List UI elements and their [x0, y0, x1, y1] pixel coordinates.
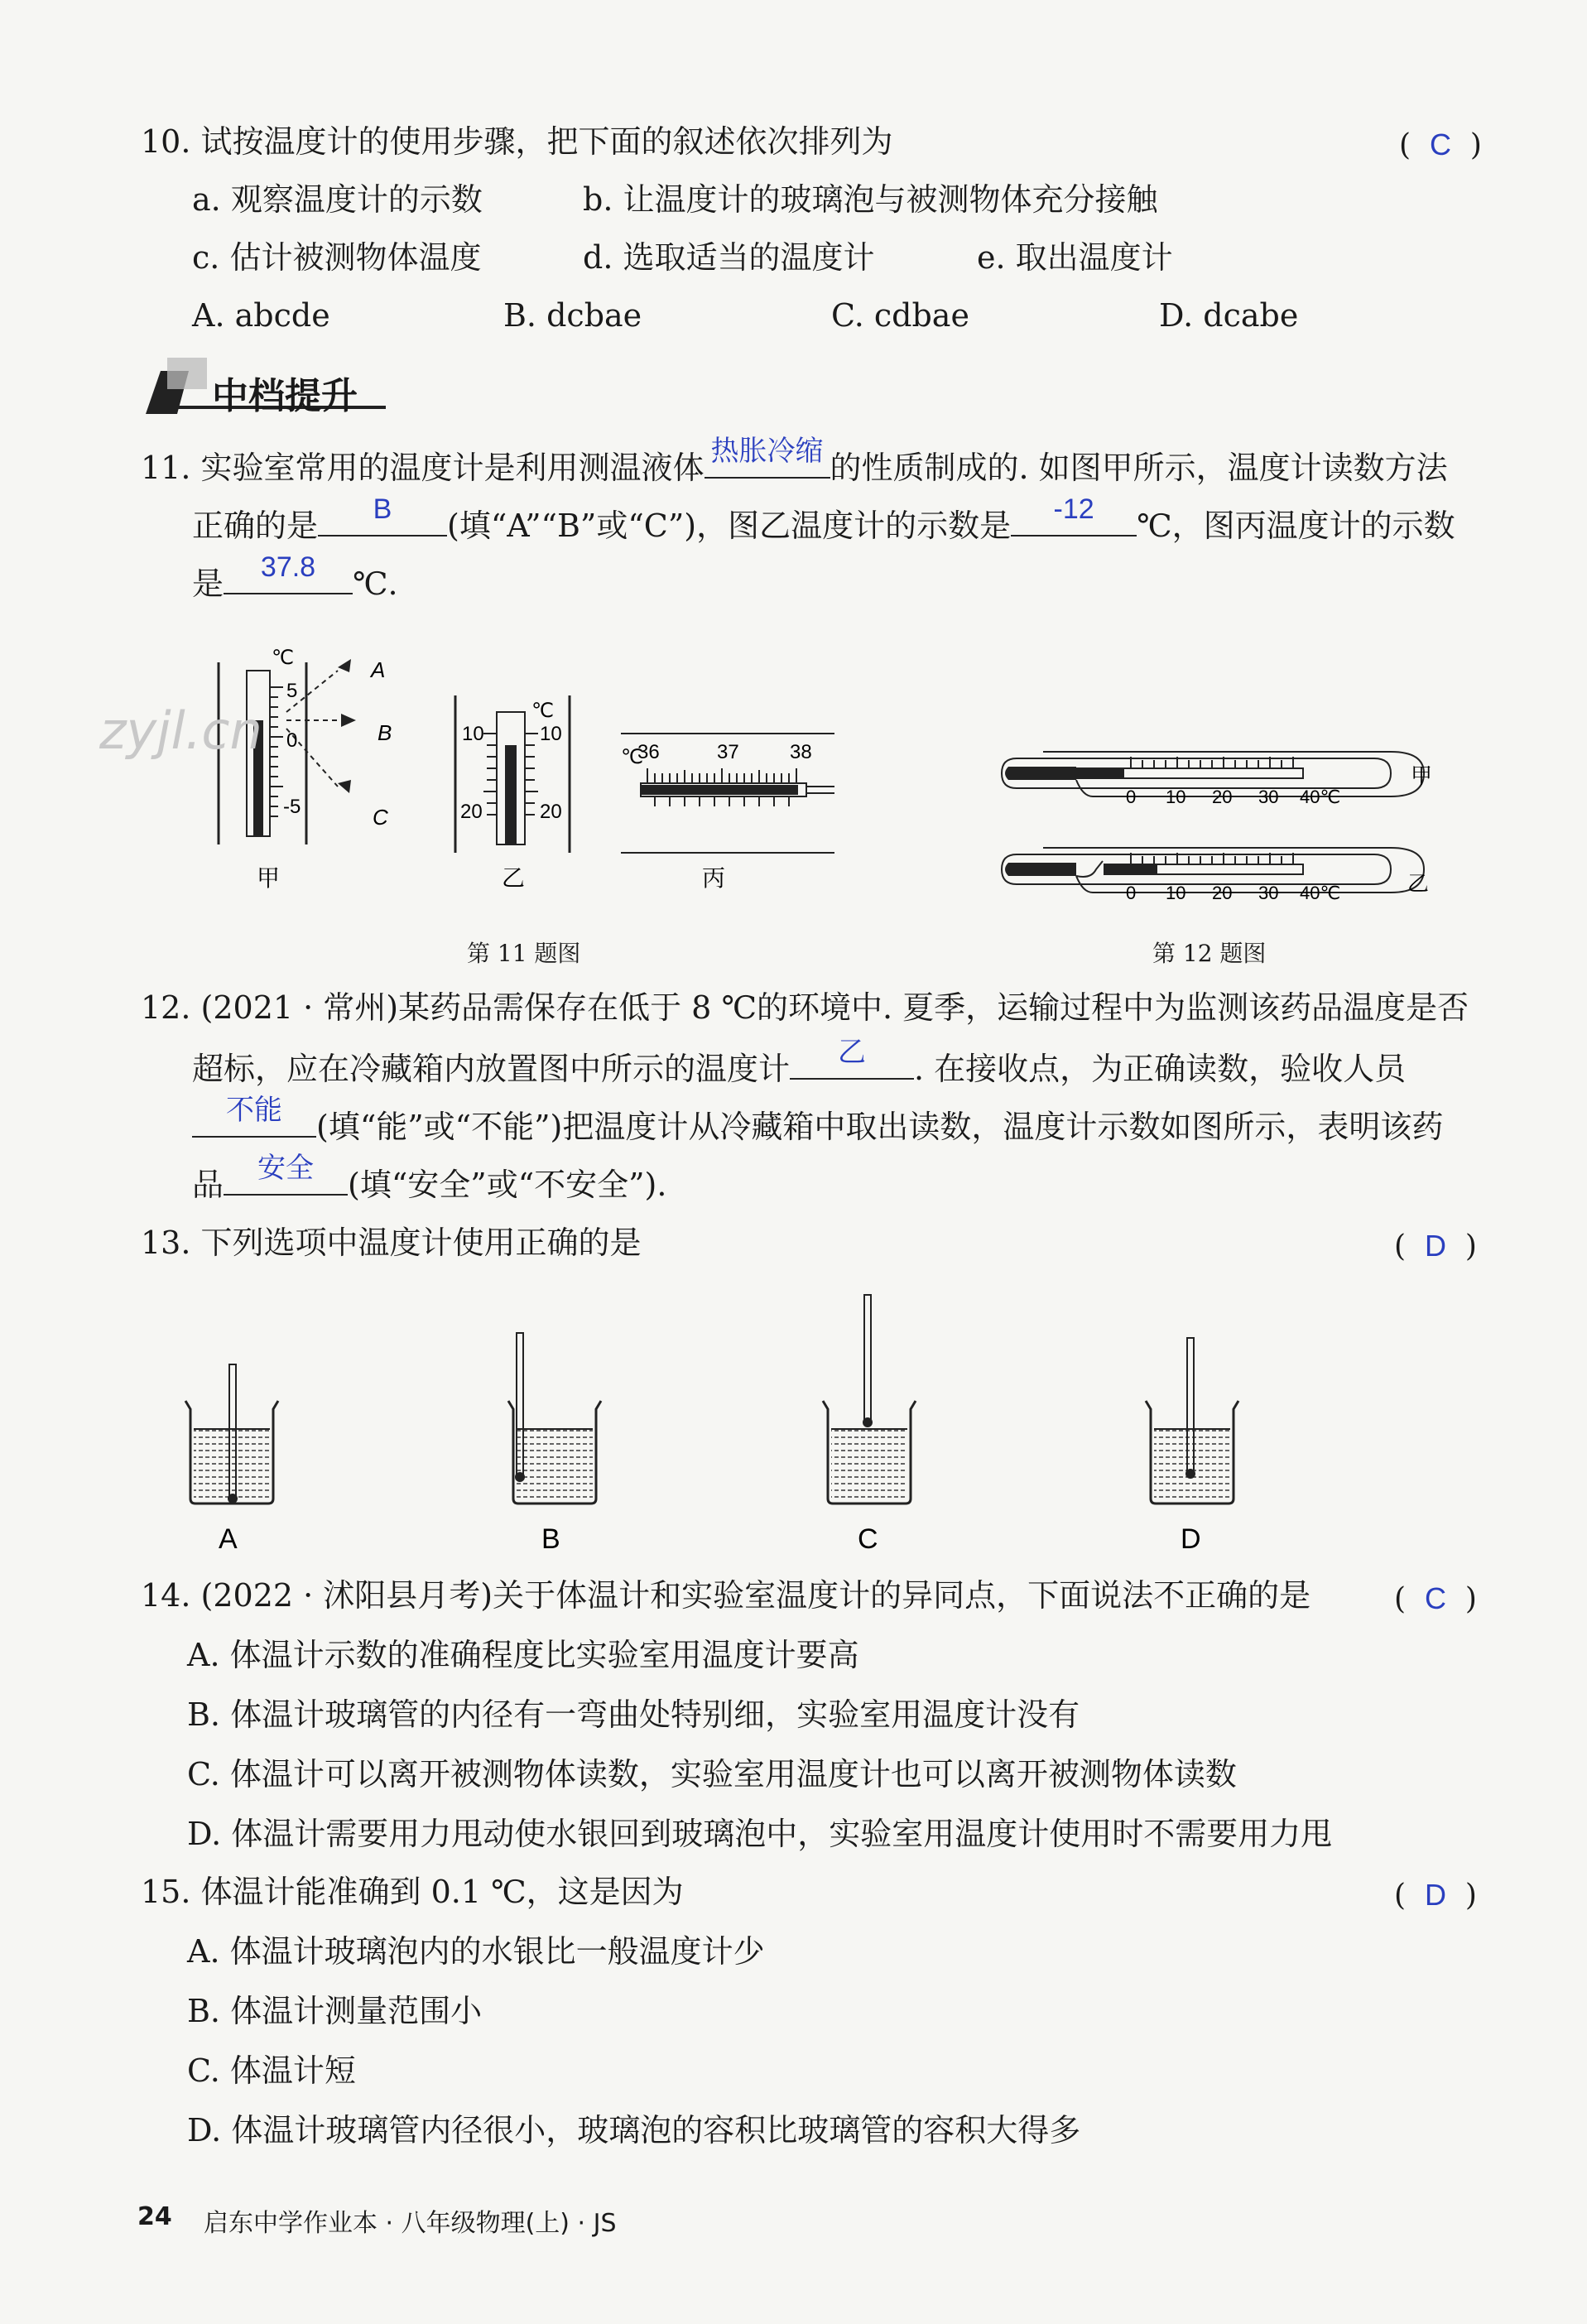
fig11-bing-tick-37: 37: [717, 741, 739, 763]
fig11-yi-tick-10-left: 10: [462, 723, 484, 745]
q11-line3-a: 是: [192, 565, 224, 602]
fig12-yi-tick-20: 20: [1212, 883, 1233, 902]
q10-stem: 10. 试按温度计的使用步骤，把下面的叙述依次排列为: [141, 123, 893, 160]
q10-answer: C: [1429, 128, 1451, 161]
q11-blank2-answer: B: [373, 493, 392, 525]
q11-line2: [192, 493, 1455, 544]
fig12-jia-tick-30: 30: [1258, 787, 1279, 807]
beaker-label-a: A: [219, 1523, 238, 1555]
q12-line1: 12. (2021 · 常州)某药品需保存在低于 8 ℃的环境中. 夏季，运输过程中为监测该药品温度是否: [141, 989, 1469, 1026]
q11-line2-c: ℃，图丙温度计的示数: [1137, 508, 1455, 544]
q11-line1-b: 的性质制成的. 如图甲所示，温度计读数方法: [830, 450, 1448, 486]
fig11-yi-tick-10-right: 10: [540, 723, 562, 745]
footer-title: 启东中学作业本 · 八年级物理(上) · JS: [204, 2209, 617, 2238]
figure-11-drawing: [207, 638, 844, 902]
q11-line3: [192, 551, 398, 602]
fig12-yi-tick-30: 30: [1258, 883, 1279, 902]
q13-answer-paren: ( D ): [1394, 1229, 1477, 1263]
q10-item-e: e. 取出温度计: [977, 239, 1173, 276]
q10-option-b: B. dcbae: [503, 297, 642, 334]
q14-option-d: D. 体温计需要用力甩动使水银回到玻璃泡中，实验室用温度计使用时不需要用力甩: [187, 1816, 1333, 1852]
q10-item-b: b. 让温度计的玻璃泡与被测物体充分接触: [583, 181, 1158, 218]
fig12-jia-tick-40: 40℃: [1300, 787, 1341, 807]
fig11-bing-unit: ℃: [621, 746, 643, 768]
q14-answer: C: [1424, 1581, 1446, 1615]
q12-line3: [192, 1095, 1444, 1145]
q11-line1-a: 11. 实验室常用的温度计是利用测温液体: [141, 450, 705, 486]
q15-answer: D: [1424, 1878, 1446, 1912]
q10-item-d: d. 选取适当的温度计: [583, 239, 875, 276]
beaker-d: [1146, 1338, 1238, 1504]
figure-12: [993, 737, 1457, 902]
fig11-yi-tick-20-right: 20: [540, 801, 562, 823]
q12-blank3: [224, 1152, 348, 1196]
fig11-jia-tick-5: 5: [286, 680, 298, 702]
q10-answer-paren: ( C ): [1399, 128, 1482, 162]
q13-beakers: [166, 1275, 1407, 1557]
fig11-yi-unit: ℃: [531, 700, 554, 722]
fig11-jia-tick-neg5: -5: [283, 796, 301, 818]
fig11-eye-c: C: [373, 805, 388, 830]
q10-option-c: C. cdbae: [831, 297, 969, 334]
q13-answer: D: [1424, 1229, 1446, 1263]
fig11-bing-tick-38: 38: [790, 741, 812, 763]
q13-stem: 13. 下列选项中温度计使用正确的是: [141, 1225, 642, 1261]
q11-blank2: [318, 493, 447, 536]
fig12-yi-tick-10: 10: [1166, 883, 1186, 902]
fig11-label-bing: 丙: [702, 865, 726, 891]
q11-line1: [141, 435, 1448, 486]
q14-answer-paren: ( C ): [1394, 1581, 1477, 1616]
q15-option-b: B. 体温计测量范围小: [187, 1993, 483, 2029]
fig12-jia-tick-0: 0: [1126, 787, 1137, 807]
q11-blank3-answer: -12: [1053, 493, 1094, 525]
section-header: [139, 354, 387, 416]
fig12-jia-tick-20: 20: [1212, 787, 1233, 807]
fig12-yi-tick-40: 40℃: [1300, 883, 1341, 902]
q12-blank1: [790, 1037, 914, 1080]
q10-item-c: c. 估计被测物体温度: [192, 239, 482, 276]
q11-blank3: [1011, 493, 1137, 536]
q14-option-b: B. 体温计玻璃管的内径有一弯曲处特别细，实验室用温度计没有: [187, 1696, 1080, 1733]
fig11-eye-b: B: [378, 720, 392, 745]
q14-stem: 14. (2022 · 沭阳县月考)关于体温计和实验室温度计的异同点，下面说法不正确的是: [141, 1577, 1311, 1614]
q12-blank2: [192, 1095, 316, 1138]
beaker-label-b: B: [541, 1523, 560, 1555]
q12-line4-b: (填“安全”或“不安全”).: [348, 1167, 667, 1203]
beaker-c: [823, 1295, 916, 1504]
q11-line3-b: ℃.: [353, 565, 398, 602]
fig12-jia-tick-10: 10: [1166, 787, 1186, 807]
beaker-label-d: D: [1181, 1523, 1201, 1555]
q15-stem: 15. 体温计能准确到 0.1 ℃，这是因为: [141, 1874, 684, 1910]
q14-option-a: A. 体温计示数的准确程度比实验室用温度计要高: [187, 1637, 859, 1673]
q12-line2: [192, 1037, 1407, 1087]
q12-blank1-answer: 乙: [838, 1037, 867, 1068]
beaker-label-c: C: [858, 1523, 878, 1555]
fig11-label-jia: 甲: [257, 865, 281, 891]
watermark: zyjl.cn: [99, 700, 262, 761]
fig11-bing-tick-36: 36: [637, 741, 660, 763]
section-title: 中档提升: [212, 375, 358, 417]
q12-line4-a: 品: [192, 1167, 224, 1203]
q15-option-c: C. 体温计短: [187, 2052, 356, 2089]
fig11-yi-tick-20-left: 20: [460, 801, 483, 823]
q13-figures: [166, 1275, 1407, 1557]
q11-line2-b: (填“A”“B”或“C”)，图乙温度计的示数是: [447, 508, 1012, 544]
beaker-b: [508, 1333, 601, 1504]
fig12-caption: 第 12 题图: [1152, 940, 1267, 967]
q10-option-d: D. dcabe: [1159, 297, 1299, 334]
q11-line2-a: 正确的是: [192, 508, 319, 544]
page-number: 24: [137, 2202, 172, 2231]
q11-blank4-answer: 37.8: [260, 551, 316, 583]
fig11-eye-a: A: [371, 657, 386, 682]
q15-option-a: A. 体温计玻璃泡内的水银比一般温度计少: [187, 1933, 765, 1970]
fig11-jia-tick-0: 0: [286, 729, 298, 752]
q12-blank3-answer: 安全: [257, 1152, 315, 1184]
fig12-yi-tick-0: 0: [1126, 883, 1137, 902]
q10-option-a: A. abcde: [192, 297, 330, 334]
figure-12-drawing: [993, 737, 1457, 902]
fig11-jia-unit: ℃: [272, 647, 294, 669]
q10-item-a: a. 观察温度计的示数: [192, 181, 483, 218]
q12-line4: [192, 1152, 667, 1203]
q11-blank1-answer: 热胀冷缩: [710, 435, 824, 467]
q15-answer-paren: ( D ): [1394, 1878, 1477, 1913]
q14-option-c: C. 体温计可以离开被测物体读数，实验室用温度计也可以离开被测物体读数: [187, 1756, 1237, 1792]
fig12-label-yi: 乙: [1407, 871, 1430, 896]
q12-blank2-answer: 不能: [226, 1095, 282, 1126]
figure-11: [207, 638, 844, 902]
q12-line3-b: (填“能”或“不能”)把温度计从冷藏箱中取出读数，温度计示数如图所示，表明该药: [316, 1109, 1444, 1145]
fig11-caption: 第 11 题图: [467, 940, 581, 967]
q12-line2-b: . 在接收点，为正确读数，验收人员: [914, 1051, 1407, 1087]
fig11-label-yi: 乙: [502, 865, 526, 891]
fig12-label-jia: 甲: [1411, 763, 1433, 788]
beaker-a: [185, 1364, 278, 1504]
q11-blank1: [705, 435, 830, 479]
q12-line2-a: 超标，应在冷藏箱内放置图中所示的温度计: [192, 1051, 791, 1087]
q11-blank4: [224, 551, 353, 594]
q15-option-d: D. 体温计玻璃管内径很小，玻璃泡的容积比玻璃管的容积大得多: [187, 2112, 1081, 2148]
